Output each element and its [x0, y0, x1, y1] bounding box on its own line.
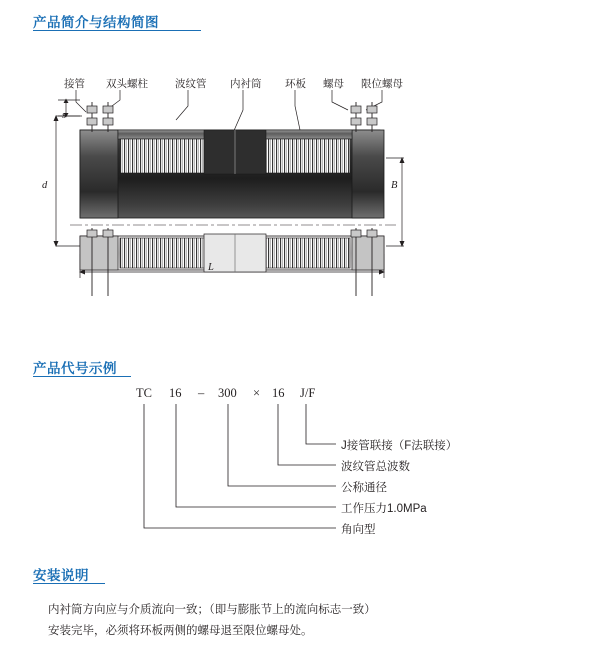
code-token-times: × [253, 386, 261, 400]
dimension-label-B: B [391, 180, 398, 191]
callout-label-bellows: 波纹管 [175, 78, 207, 90]
section-title-code-example: 产品代号示例 [33, 361, 117, 376]
code-desc-pressure: 工作压力1.0MPa [341, 503, 427, 515]
callout-label-nut: 螺母 [323, 78, 344, 90]
code-desc-diameter: 公称通径 [341, 482, 387, 494]
code-token-pressure: 16 [169, 386, 182, 400]
dimension-label-s: s [62, 110, 67, 121]
code-token-series: TC [136, 386, 152, 400]
code-leader-lines [0, 386, 600, 551]
callout-label-stud-bolt: 双头螺柱 [106, 78, 148, 90]
structure-diagram [0, 40, 600, 340]
code-token-dash: – [198, 386, 205, 400]
install-note-line: 安装完毕，必须将环板两侧的螺母退至限位螺母处。 [48, 625, 313, 637]
section-title-underline [33, 30, 201, 31]
code-token-waves: 16 [272, 386, 285, 400]
callout-label-nozzle: 接管 [64, 78, 85, 90]
callout-label-ring-plate: 环板 [285, 78, 306, 90]
callout-label-limit-nut: 限位螺母 [361, 78, 403, 90]
code-token-diameter: 300 [218, 386, 237, 400]
code-designation-diagram [0, 386, 600, 551]
section-title-underline [33, 376, 131, 377]
code-token-joint: J/F [300, 386, 316, 400]
dimension-label-d: d [42, 180, 48, 191]
code-desc-waves: 波纹管总波数 [341, 461, 410, 473]
callout-label-liner: 内衬筒 [230, 78, 262, 90]
section-title-install-notes: 安装说明 [33, 568, 89, 583]
code-desc-type: 角向型 [341, 524, 376, 536]
install-note-line: 内衬筒方向应与介质流向一致；（即与膨胀节上的流向标志一致） [48, 604, 376, 616]
section-title-product-intro: 产品简介与结构简图 [33, 15, 159, 30]
section-title-underline [33, 583, 105, 584]
dimension-label-L: L [208, 262, 214, 273]
code-desc-joint: J接管联接（F法联接） [341, 440, 458, 452]
